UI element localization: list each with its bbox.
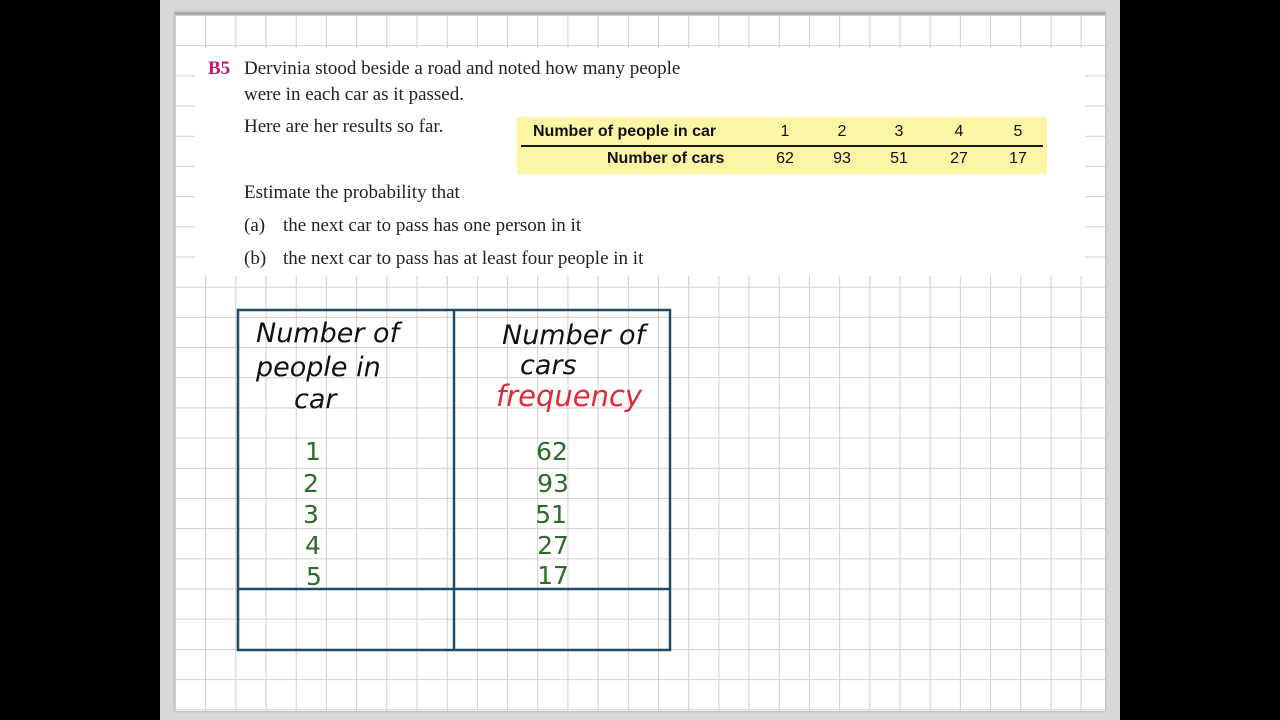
question-line-1: Dervinia stood beside a road and noted how many people [244,58,681,79]
col1-header [255,318,403,415]
question-prompt: Estimate the probability that [244,182,460,203]
table-cell-people: 4 [954,123,964,140]
table-row-header-people: Number of people in car [533,123,717,140]
table-cell-cars: 62 [776,150,794,167]
table-cell-cars: 51 [890,150,908,167]
cars-value: 93 [537,469,569,498]
people-value: 1 [305,437,321,466]
people-value: 2 [303,469,319,498]
table-cell-people: 2 [837,123,847,140]
col1-header-line: Number of [256,318,400,349]
table-cell-cars: 27 [950,150,968,167]
question-line-2: were in each car as it passed. [244,84,464,105]
table-row-header-cars: Number of cars [607,150,725,167]
col1-header-line: people in [256,352,381,383]
people-value: 3 [303,500,319,529]
col2-header [502,320,649,381]
table-cell-cars: 93 [833,150,851,167]
question-line-3: Here are her results so far. [244,116,444,137]
part-b-text: the next car to pass has at least four people in it [283,248,644,269]
cars-value: 62 [536,437,568,466]
col2-values [535,437,569,590]
col2-header-line: cars [520,350,577,381]
table-cell-people: 5 [1013,123,1023,140]
col1-values [303,437,322,591]
part-a-text: the next car to pass has one person in it [283,215,582,236]
table-cell-people: 3 [894,123,904,140]
col1-header-line: car [294,384,337,415]
table-cell-cars: 17 [1009,150,1027,167]
part-b-letter: (b) [244,248,267,269]
question-number: B5 [208,58,231,79]
people-value: 4 [305,531,321,560]
cars-value: 17 [537,561,569,590]
cars-value: 51 [535,500,567,529]
cars-value: 27 [537,531,569,560]
table-cell-people: 1 [780,123,790,140]
people-value: 5 [306,562,322,591]
frequency-annotation: frequency [496,379,643,413]
col2-header-line: Number of [502,320,646,351]
part-a-letter: (a) [244,215,266,236]
